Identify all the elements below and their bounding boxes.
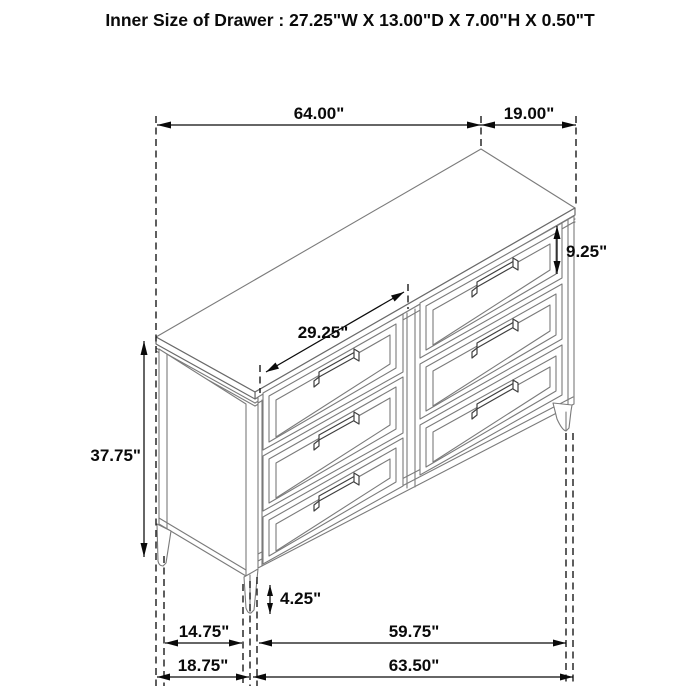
dim-overall-height bbox=[90, 341, 147, 557]
dim-overall-height-label: 37.75" bbox=[90, 446, 141, 465]
dim-leg-height-label: 4.25" bbox=[280, 589, 322, 608]
dim-top-width-label: 64.00" bbox=[293, 104, 345, 123]
dim-top-depth-label: 19.00" bbox=[503, 104, 555, 123]
dim-top-width bbox=[157, 104, 481, 129]
dim-top-depth bbox=[481, 104, 576, 129]
dim-side-base-depth-label: 14.75" bbox=[178, 622, 230, 641]
dresser-illustration bbox=[156, 149, 575, 613]
dim-overall-base-depth bbox=[157, 656, 249, 681]
dim-overall-base-depth-label: 18.75" bbox=[177, 656, 229, 675]
dim-leg-height bbox=[267, 585, 321, 614]
dim-front-base-width-label: 59.75" bbox=[388, 622, 440, 641]
front-left-leg bbox=[244, 569, 258, 613]
front-right-leg bbox=[553, 403, 572, 431]
dim-front-base-width bbox=[259, 622, 566, 647]
page-title: Inner Size of Drawer : 27.25"W X 13.00"D X 7.00"H X 0.50"T bbox=[105, 10, 595, 30]
dim-overall-base-width bbox=[253, 656, 573, 681]
dim-drawer-height-label: 9.25" bbox=[566, 242, 608, 261]
dim-overall-base-width-label: 63.50" bbox=[388, 656, 440, 675]
dim-drawer-span-label: 29.25" bbox=[297, 323, 349, 342]
dim-side-base-depth bbox=[165, 622, 242, 647]
